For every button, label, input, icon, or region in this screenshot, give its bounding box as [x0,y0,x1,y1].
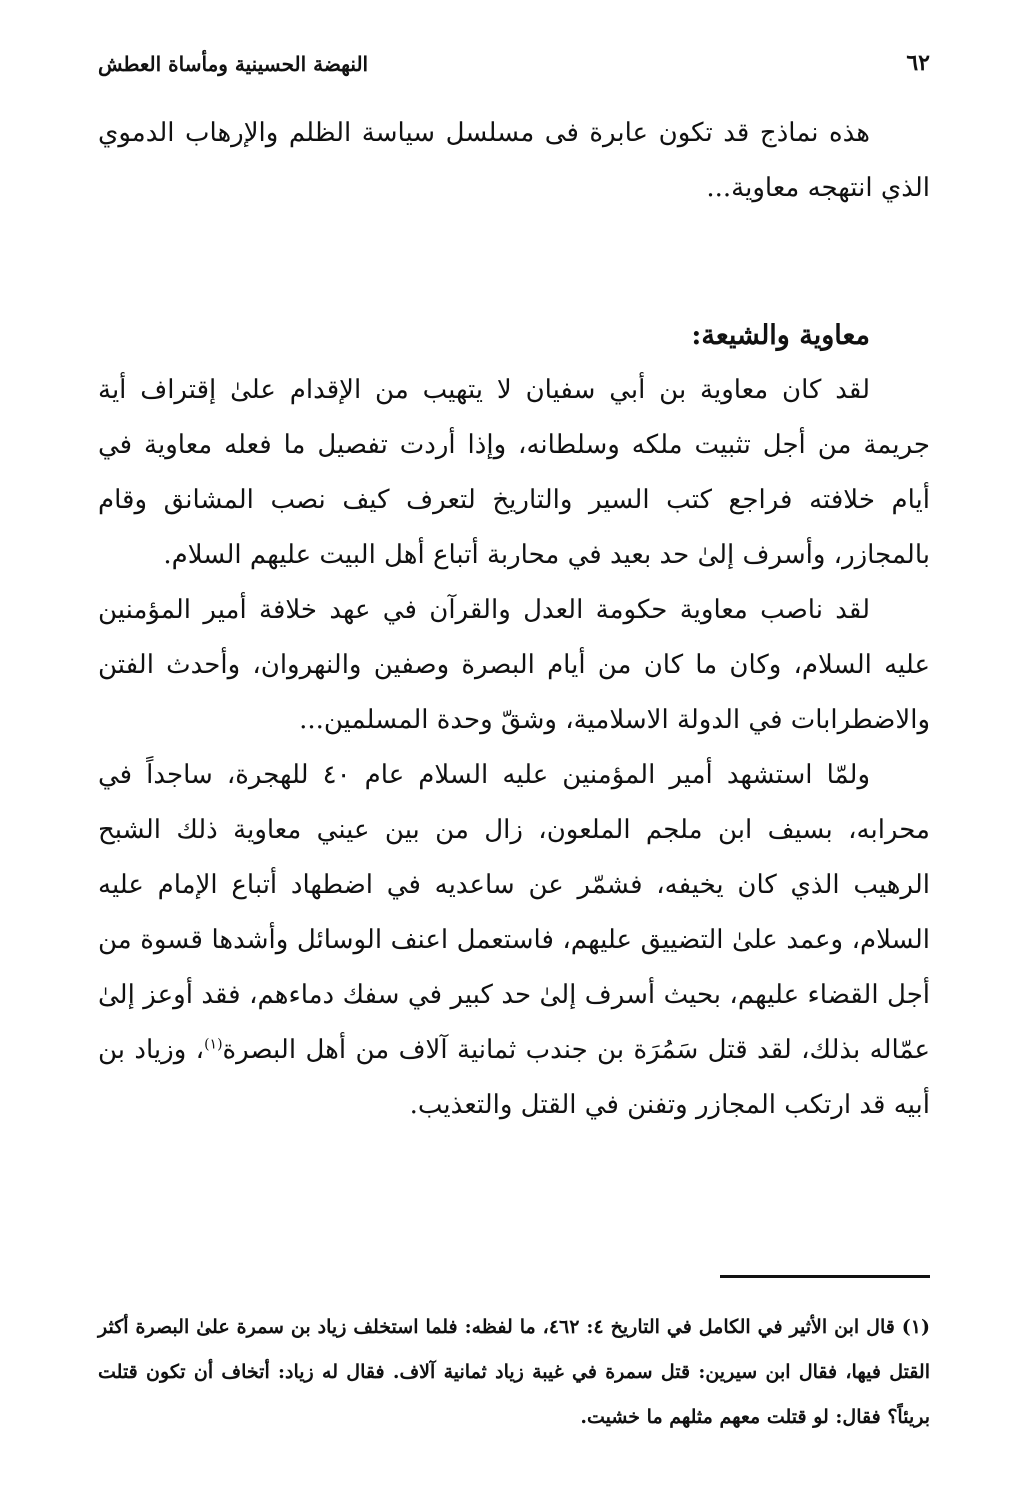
paragraph-1: لقد كان معاوية بن أبي سفيان لا يتهيب من الإقدام علىٰ إقتراف أية جريمة من أجل تثبيت ملكه وسلطانه، وإذا أردت تفصيل ما فعله معاوية في أيام خلافته فراجع كتب السير والتاريخ لتعرف كيف نصب المشانق وقام بالمجازر، وأسرف إلىٰ حد بعيد في محاربة أتباع أهل البيت عليهم السلام. [98,375,930,570]
running-title: النهضة الحسينية ومأساة العطش [98,52,369,76]
paragraph-3-tail: ، وزياد بن أبيه قد ارتكب المجازر وتفنن في القتل والتعذيب. [98,1035,930,1120]
paragraph-3-text: ولمّا استشهد أمير المؤمنين عليه السلام عام ٤٠ للهجرة، ساجداً في محرابه، بسيف ابن ملجم الملعون، زال من بين عيني معاوية ذلك الشبح الرهيب الذي كان يخيفه، فشمّر عن ساعديه في اضطهاد أتباع الإمام عليه السلام، وعمد علىٰ التضييق عليهم، فاستعمل اعنف الوسائل وأشدها قسوة من أجل القضاء عليهم، بحيث أسرف إلىٰ حد كبير في سفك دماءهم، فقد أوعز إلىٰ عمّاله بذلك، لقد قتل سَمُرَة بن جندب ثمانية آلاف من أهل البصرة [98,760,930,1065]
footnotes [98,1305,930,1440]
section-heading: معاوية والشيعة: [691,320,870,351]
footnote-reference: (١) [204,1036,223,1053]
intro-paragraph: هذه نماذج قد تكون عابرة فى مسلسل سياسة الظلم والإرهاب الدموي الذي انتهجه معاوية... [98,118,930,203]
page-number: ٦٢ [906,50,930,76]
paragraph-3 [98,748,930,1133]
footnote-separator [720,1275,930,1278]
main-text [98,106,930,1133]
footnote-1: (١) قال ابن الأثير في الكامل في التاريخ ٤: ٤٦٢، ما لفظه: فلما استخلف زياد بن سمرة علىٰ البصرة أكثر القتل فيها، فقال ابن سيرين: قتل سمرة في غيبة زياد ثمانية آلاف. فقال له زياد: أتخاف أن تكون قتلت بريئاً؟ فقال: لو قتلت معهم مثلهم ما خشيت. [98,1316,930,1428]
page-header [98,40,930,80]
paragraph-2: لقد ناصب معاوية حكومة العدل والقرآن في عهد خلافة أمير المؤمنين عليه السلام، وكان ما كان من أيام البصرة وصفين والنهروان، وأحدث الفتن والاضطرابات في الدولة الاسلامية، وشقّ وحدة المسلمين... [98,595,930,735]
